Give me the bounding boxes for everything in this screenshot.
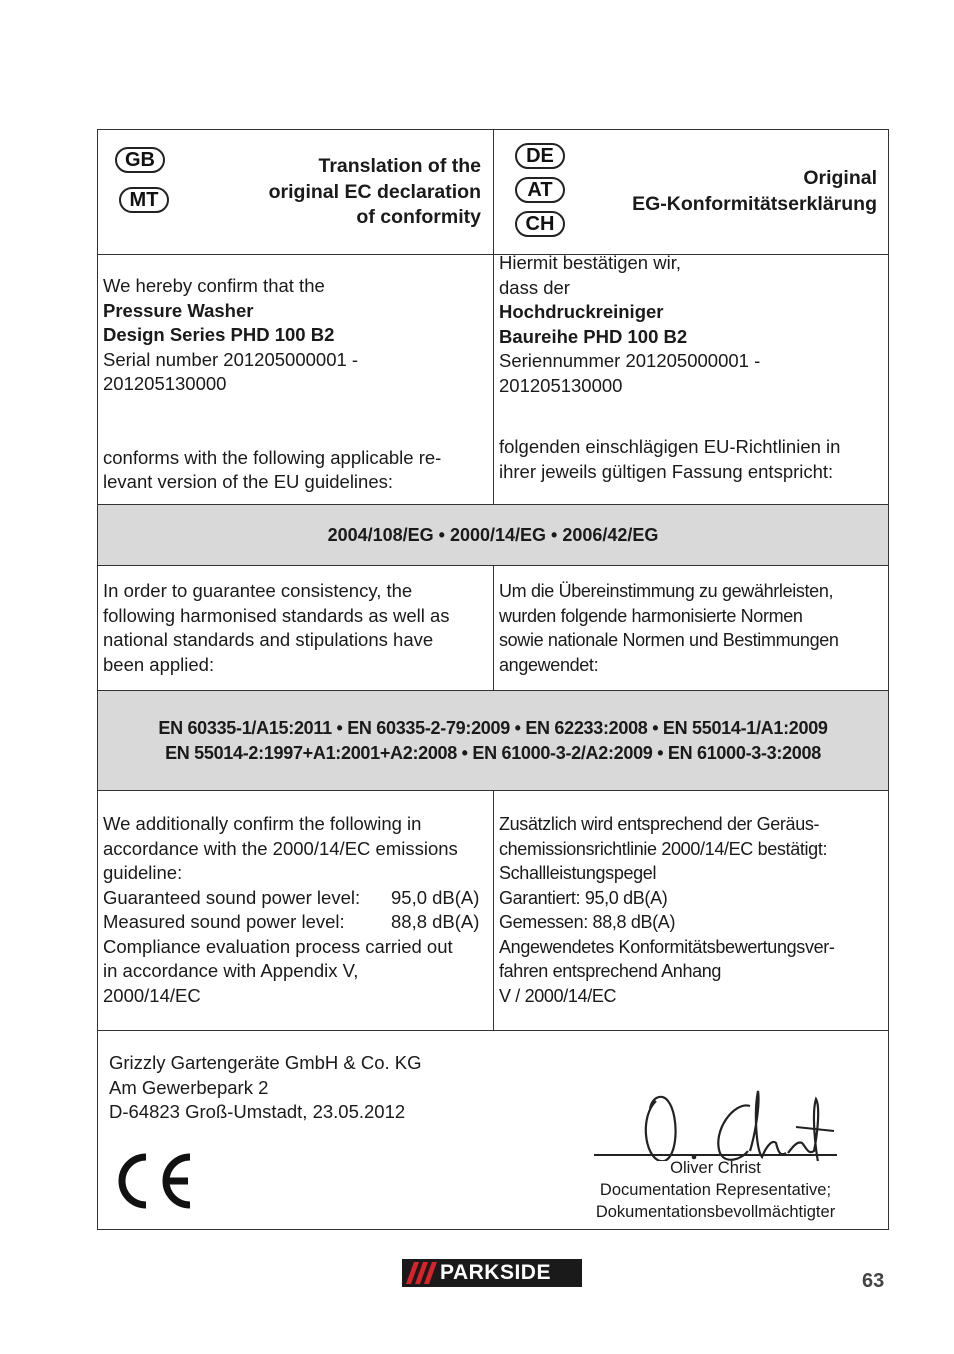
guaranteed-sound-level: Guaranteed sound power level: 95,0 dB(A) <box>103 886 480 908</box>
product-left-cell <box>98 255 494 504</box>
page-number: 63 <box>862 1270 885 1292</box>
signature-image <box>638 1061 838 1161</box>
directives-text: 2004/108/EG • 2000/14/EG • 2006/42/EG <box>327 525 659 545</box>
emissions-row <box>98 791 888 1031</box>
declaration-table <box>97 129 889 1230</box>
conforms-text: conforms with the following applicable re- <box>103 446 442 468</box>
country-badge-mt: MT <box>119 187 169 213</box>
directives-band <box>98 505 888 566</box>
emissions-right-cell: Zusätzlich wird entsprechend der Geräus- chemissionsrichtlinie 2000/14/EC bestätigt: Schallleistungspegel Garantiert: 95,0 dB(A) Gemessen: 88,8 dB(A) Angewendetes Konformitätsbewertungsver- fahren entsprechend Anhang V / 2000/14/EC <box>499 814 835 1006</box>
product-name: Pressure Washer <box>103 299 254 321</box>
header-row <box>98 130 888 255</box>
country-badge-ch: CH <box>515 211 565 237</box>
signatory-block <box>568 1157 863 1223</box>
company-street: Am Gewerbepark 2 <box>109 1076 269 1098</box>
serial-number-end: 201205130000 <box>103 373 227 394</box>
product-right-cell <box>494 252 888 504</box>
serial-number: Serial number 201205000001 - <box>103 348 359 370</box>
emissions-left-cell: We additionally confirm the following in accordance with the 2000/14/EC emissions guideline: Guaranteed sound power level: 95,0 dB(A) Measured sound power level: 88,8 dB(A) Compliance evaluation process carried out in accordance with Appendix V, 2000/14/EC <box>98 791 494 1030</box>
country-badge-gb: GB <box>115 147 165 173</box>
country-badge-at: AT <box>515 177 565 203</box>
brand-name: PARKSIDE <box>440 1261 551 1284</box>
serial-number-de: Seriennummer 201205000001 - <box>499 350 761 371</box>
measured-sound-level: Measured sound power level: 88,8 dB(A) <box>103 911 480 932</box>
signature-line <box>594 1154 837 1156</box>
country-badge-de: DE <box>515 143 565 169</box>
header-right-cell <box>494 130 888 254</box>
conforms-text-de: folgenden einschlägigen EU-Richtlinien in <box>499 436 841 457</box>
parkside-logo <box>402 1259 582 1287</box>
ce-mark-icon <box>110 1149 200 1213</box>
conforms-text-de-2: ihrer jeweils gültigen Fassung entspricht: <box>499 460 834 482</box>
product-name-de: Hochdruckreiniger <box>499 301 664 322</box>
standards-line-1: EN 60335-1/A15:2011 • EN 60335-2-79:2009 • EN 62233:2008 • EN 55014-1/A1:2009 <box>158 718 828 738</box>
serial-number-de-end: 201205130000 <box>499 374 623 396</box>
header-right-title: Original EG-Konformitätserklärung <box>632 167 877 215</box>
standards-line-2: EN 55014-2:1997+A1:2001+A2:2008 • EN 61000-3-2/A2:2009 • EN 61000-3-3:2008 <box>165 743 821 763</box>
company-address <box>109 1051 422 1125</box>
company-city-date: D-64823 Groß-Umstadt, 23.05.2012 <box>109 1101 406 1122</box>
conforms-text-2: levant version of the EU guidelines: <box>103 471 394 492</box>
product-series: Design Series PHD 100 B2 <box>103 324 335 345</box>
product-row <box>98 252 888 505</box>
confirm-intro: We hereby confirm that the <box>103 275 325 296</box>
standards-text <box>98 716 888 766</box>
signature-row <box>98 1031 888 1229</box>
harmonised-row <box>98 566 888 691</box>
company-name: Grizzly Gartengeräte GmbH & Co. KG <box>109 1052 422 1073</box>
confirm-intro-de-2: dass der <box>499 276 570 298</box>
header-left-title: Translation of the original EC declaration of conformity <box>268 155 481 228</box>
harmonised-right-cell: Um die Übereinstimmung zu gewährleisten, wurden folgende harmonisierte Normen sowie nationale Normen und Bestimmungen angewendet: <box>499 581 839 675</box>
standards-band <box>98 691 888 791</box>
signatory-name: Oliver Christ <box>670 1159 761 1177</box>
signatory-role-en: Documentation Representative; <box>599 1181 832 1199</box>
confirm-intro-de: Hiermit bestätigen wir, <box>499 252 681 273</box>
harmonised-left-cell: In order to guarantee consistency, the following harmonised standards as well as national standards and stipulations have been applied: <box>98 566 494 690</box>
signatory-role-de: Dokumentationsbevollmächtigter <box>595 1203 836 1221</box>
header-left-cell <box>98 130 494 254</box>
product-series-de: Baureihe PHD 100 B2 <box>499 325 688 347</box>
